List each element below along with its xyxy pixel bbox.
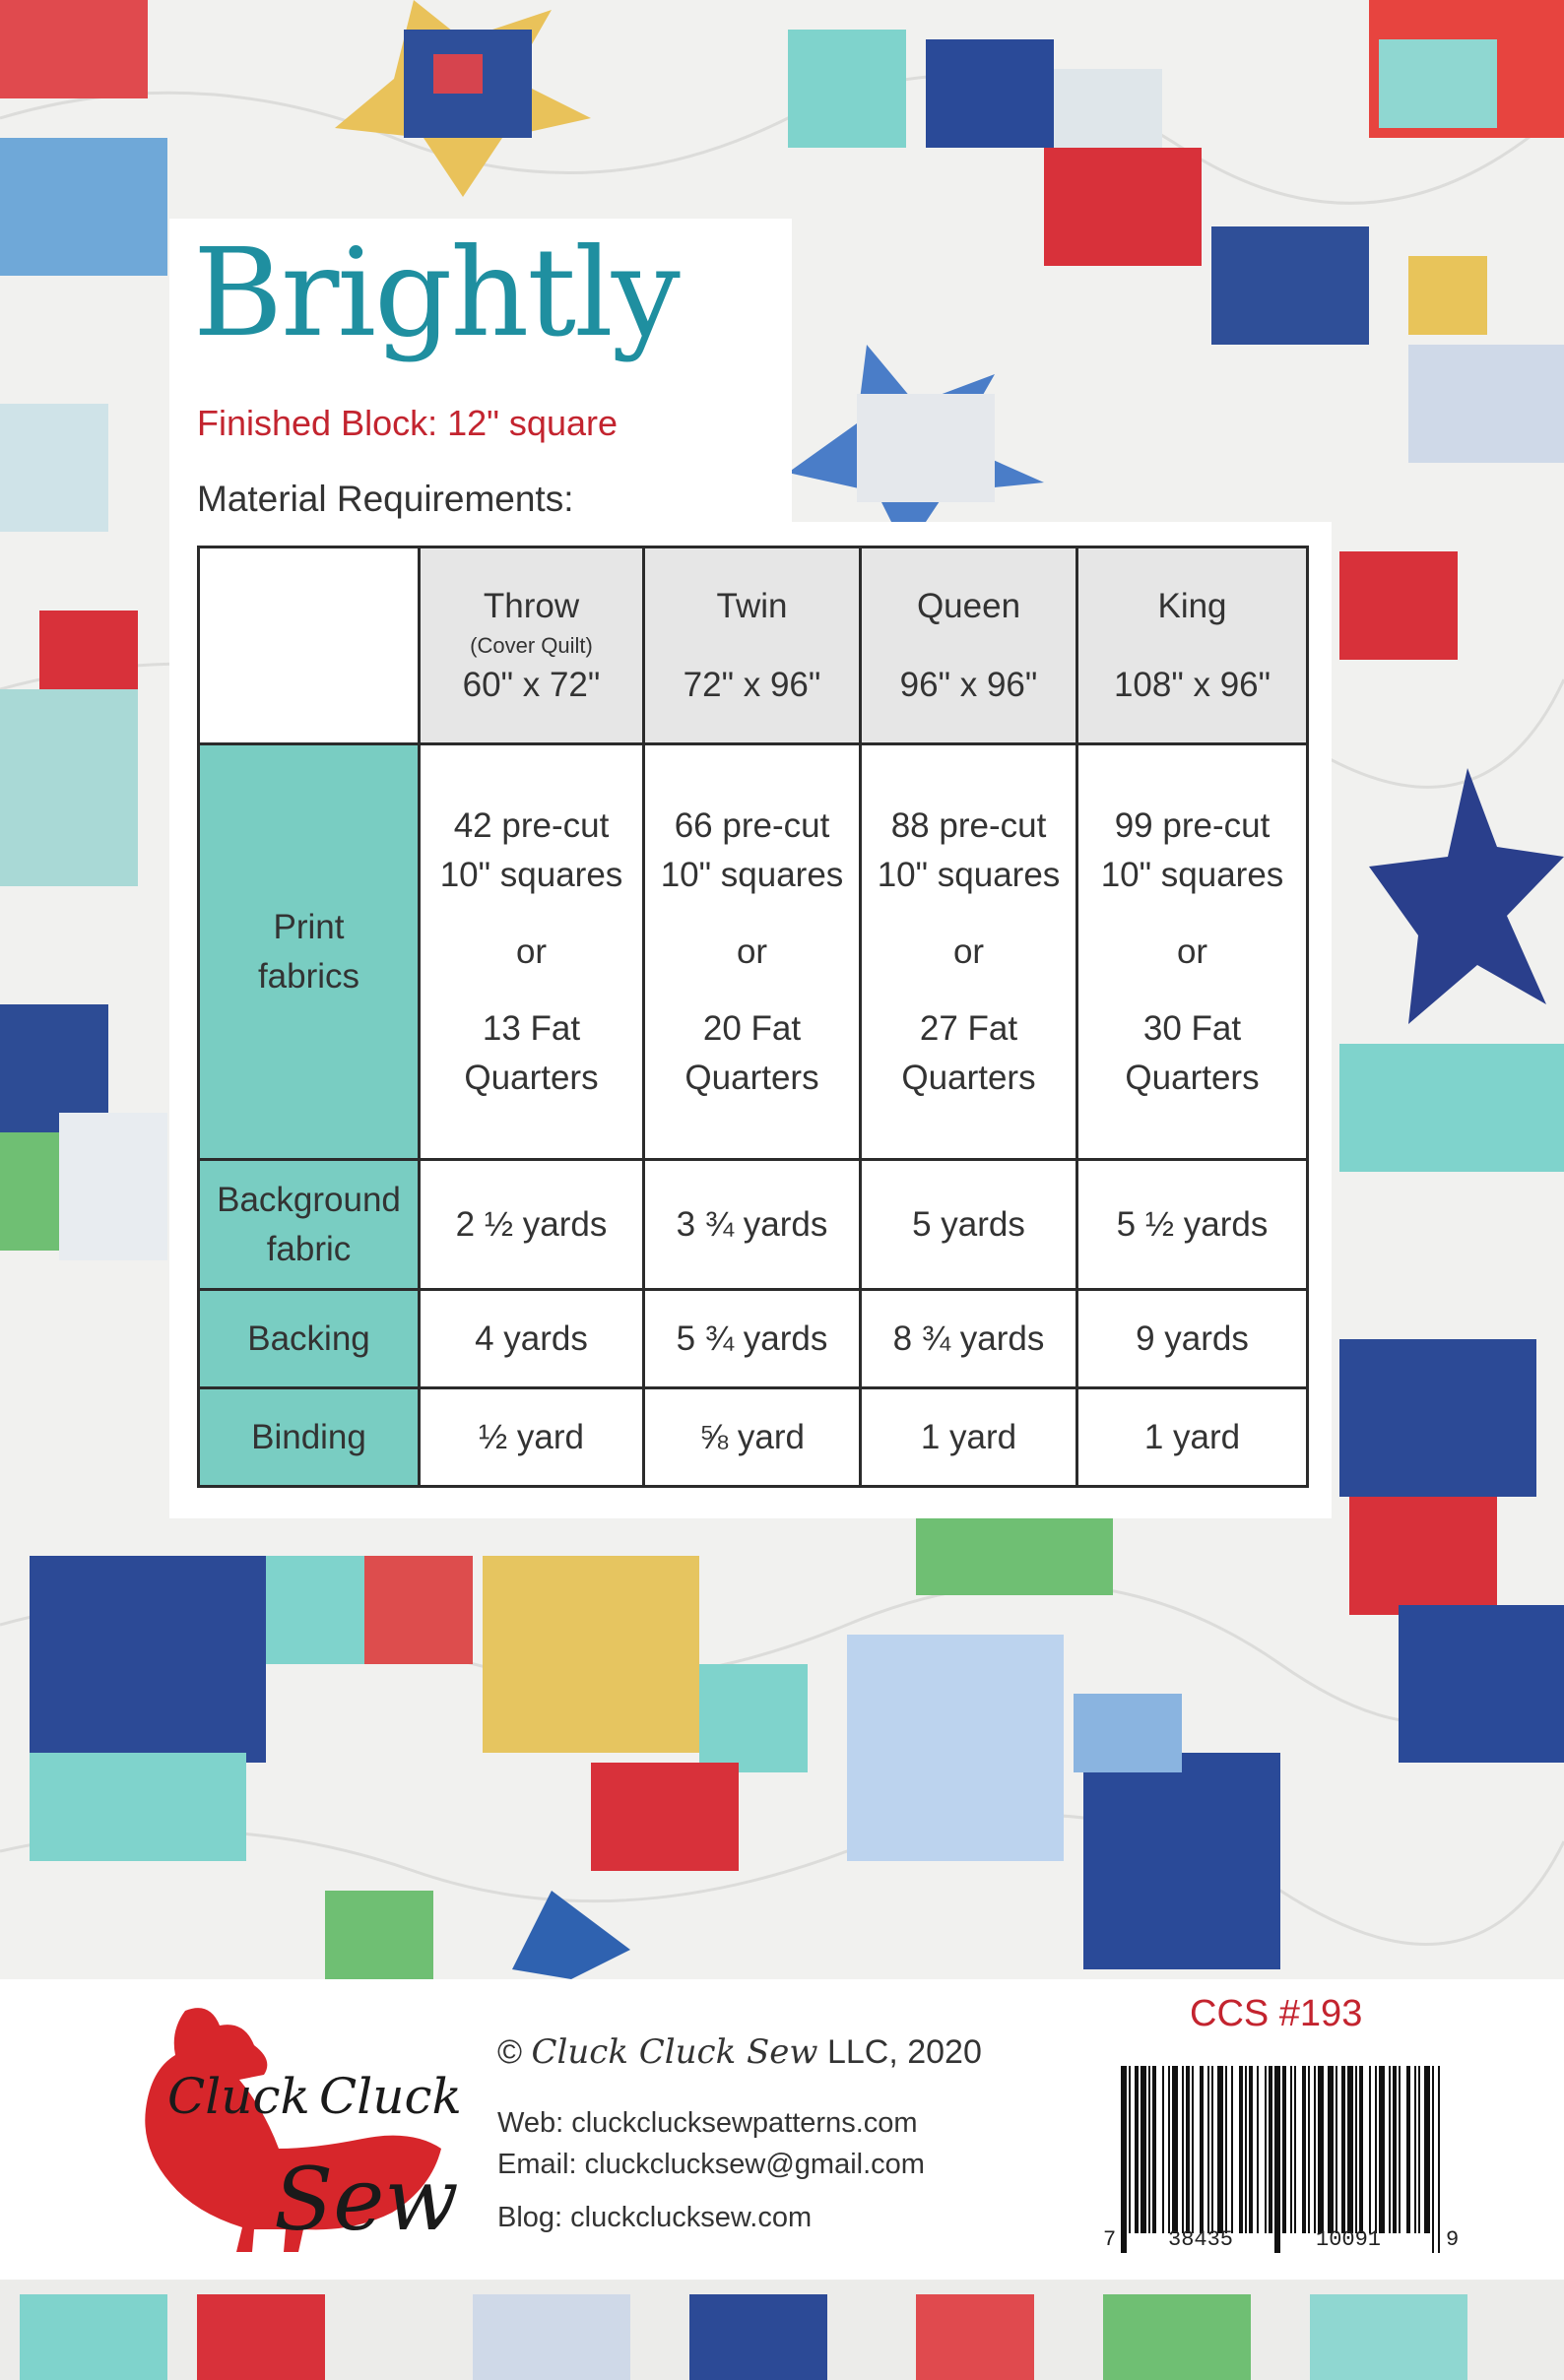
fat-quarter-count: 30 Fat [1142, 1008, 1242, 1048]
barcode-bar [1347, 2066, 1353, 2233]
size-header-twin [644, 547, 861, 744]
barcode-bar [1418, 2066, 1420, 2233]
footer [0, 1979, 1564, 2280]
barcode-bar [1152, 2066, 1156, 2233]
precut-size: 10" squares [1100, 855, 1284, 894]
barcode-bar [1369, 2066, 1371, 2233]
copyright-line [497, 2032, 982, 2072]
backing-twin: 5 ¾ yards [644, 1290, 861, 1388]
precut-count: 99 pre-cut [1114, 805, 1271, 845]
material-table-card [169, 522, 1332, 1518]
barcode-bar [1355, 2066, 1357, 2233]
row-label-print-fabrics [199, 744, 420, 1160]
barcode-bar [1265, 2066, 1267, 2233]
barcode-bar [1438, 2066, 1440, 2253]
precut-count: 88 pre-cut [890, 805, 1047, 845]
cluck-cluck-sew-logo [116, 2001, 461, 2262]
size-note: (Cover Quilt) [470, 632, 593, 658]
row-label-backing: Backing [199, 1290, 420, 1388]
barcode-bar [1393, 2066, 1397, 2233]
barcode-bar [1269, 2066, 1272, 2233]
binding-twin: ⅝ yard [644, 1388, 861, 1487]
barcode-bar [1318, 2066, 1324, 2233]
background-throw: 2 ½ yards [420, 1160, 644, 1290]
row-label-binding: Binding [199, 1388, 420, 1487]
barcode-bar [1328, 2066, 1334, 2233]
size-name: King [1157, 586, 1227, 625]
table-header-row [199, 547, 1308, 744]
barcode-bar [1182, 2066, 1184, 2233]
barcode-bar [1211, 2066, 1213, 2233]
binding-throw: ½ yard [420, 1388, 644, 1487]
logo-word: Cluck [319, 2068, 462, 2125]
size-dimensions: 72" x 96" [683, 665, 821, 704]
finished-block-size: Finished Block: 12" square [197, 403, 619, 443]
title-card [169, 219, 792, 544]
email-address: Email: cluckclucksew@gmail.com [497, 2149, 925, 2180]
size-note [862, 631, 1075, 661]
barcode-bar [1336, 2066, 1337, 2233]
barcode-bar [1172, 2066, 1178, 2233]
table-row-binding [199, 1388, 1308, 1487]
precut-size: 10" squares [439, 855, 623, 894]
pattern-number: CCS #193 [1190, 1993, 1363, 2034]
fat-quarter-label: Quarters [464, 1058, 599, 1097]
table-row-backing [199, 1290, 1308, 1388]
or-text: or [515, 932, 548, 971]
barcode-bar [1162, 2066, 1164, 2233]
material-requirements-label: Material Requirements: [197, 479, 574, 519]
barcode-bar [1168, 2066, 1170, 2233]
barcode-bar [1432, 2066, 1434, 2253]
barcode-bar [1414, 2066, 1416, 2233]
backing-king: 9 yards [1077, 1290, 1308, 1388]
blog-address: Blog: cluckclucksew.com [497, 2202, 813, 2233]
barcode-bar [1424, 2066, 1430, 2233]
barcode-bar [1249, 2066, 1253, 2233]
barcode-bar [1245, 2066, 1247, 2233]
logo-word: Cluck [167, 2068, 310, 2125]
material-requirements-table [197, 546, 1309, 1488]
barcode-bar [1121, 2066, 1127, 2253]
size-name: Twin [716, 586, 788, 625]
size-note [645, 631, 859, 661]
background-queen: 5 yards [861, 1160, 1077, 1290]
barcode-bar [1257, 2066, 1259, 2233]
barcode-bar [1341, 2066, 1345, 2233]
barcode-bar [1274, 2066, 1280, 2253]
logo-word: Sew [274, 2149, 459, 2250]
barcode-bar [1359, 2066, 1363, 2233]
precut-count: 66 pre-cut [674, 805, 830, 845]
precut-size: 10" squares [660, 855, 844, 894]
or-text: or [736, 932, 768, 971]
barcode-bar [1294, 2066, 1296, 2233]
barcode-bar [1231, 2066, 1233, 2233]
barcode-bar [1192, 2066, 1194, 2233]
pattern-title: Brightly [193, 223, 679, 364]
binding-queen: 1 yard [861, 1388, 1077, 1487]
fat-quarter-label: Quarters [684, 1058, 819, 1097]
row-label-line: Print [273, 907, 345, 946]
fat-quarter-label: Quarters [1125, 1058, 1260, 1097]
backing-throw: 4 yards [420, 1290, 644, 1388]
barcode-bar [1129, 2066, 1131, 2233]
barcode-bar [1375, 2066, 1377, 2233]
barcode-digit: 9 [1446, 2227, 1460, 2252]
size-name: Throw [483, 586, 580, 625]
size-note [1078, 631, 1306, 661]
print-fabrics-queen [861, 744, 1077, 1160]
row-label-line: fabric [266, 1229, 352, 1268]
background-twin: 3 ¾ yards [644, 1160, 861, 1290]
barcode-bar [1379, 2066, 1385, 2233]
size-header-queen [861, 547, 1077, 744]
copyright-brand: Cluck Cluck Sew [531, 2032, 818, 2072]
size-dimensions: 108" x 96" [1113, 665, 1271, 704]
barcode-bar [1225, 2066, 1227, 2233]
print-fabrics-king [1077, 744, 1308, 1160]
row-label-background-fabric [199, 1160, 420, 1290]
copyright-symbol: © [497, 2033, 523, 2071]
print-fabrics-throw [420, 744, 644, 1160]
fat-quarter-count: 27 Fat [919, 1008, 1018, 1048]
corner-cell [199, 547, 420, 744]
fat-quarter-count: 13 Fat [482, 1008, 581, 1048]
barcode-bar [1207, 2066, 1209, 2233]
table-row-background-fabric [199, 1160, 1308, 1290]
or-text: or [952, 932, 985, 971]
barcode-bar [1186, 2066, 1190, 2233]
print-fabrics-twin [644, 744, 861, 1160]
barcode-bar [1406, 2066, 1410, 2233]
barcode-bar [1140, 2066, 1146, 2233]
fat-quarter-count: 20 Fat [702, 1008, 802, 1048]
precut-size: 10" squares [877, 855, 1061, 894]
size-dimensions: 60" x 72" [462, 665, 601, 704]
barcode [1101, 2066, 1460, 2271]
barcode-bar [1148, 2066, 1150, 2233]
binding-king: 1 yard [1077, 1388, 1308, 1487]
barcode-digit: 10091 [1316, 2227, 1382, 2252]
size-dimensions: 96" x 96" [899, 665, 1038, 704]
barcode-bar [1314, 2066, 1316, 2233]
copyright-year: LLC, 2020 [826, 2033, 982, 2071]
size-name: Queen [916, 586, 1021, 625]
barcode-bar [1302, 2066, 1306, 2233]
table-row-print-fabrics [199, 744, 1308, 1160]
barcode-bar [1389, 2066, 1391, 2233]
size-header-king [1077, 547, 1308, 744]
size-header-throw [420, 547, 644, 744]
precut-count: 42 pre-cut [453, 805, 610, 845]
barcode-bar [1217, 2066, 1223, 2233]
barcode-bar [1308, 2066, 1310, 2233]
barcode-bar [1282, 2066, 1286, 2233]
web-address: Web: cluckclucksewpatterns.com [497, 2107, 918, 2139]
fat-quarter-label: Quarters [901, 1058, 1036, 1097]
barcode-bar [1200, 2066, 1204, 2233]
barcode-digit: 7 [1103, 2227, 1117, 2252]
barcode-bar [1399, 2066, 1401, 2233]
row-label-line: Background [217, 1180, 401, 1219]
barcode-digit: 38435 [1168, 2227, 1234, 2252]
barcode-bar [1239, 2066, 1243, 2233]
background-king: 5 ½ yards [1077, 1160, 1308, 1290]
barcode-bar [1290, 2066, 1292, 2233]
row-label-line: fabrics [257, 956, 360, 996]
barcode-bar [1135, 2066, 1139, 2233]
or-text: or [1176, 932, 1208, 971]
backing-queen: 8 ¾ yards [861, 1290, 1077, 1388]
